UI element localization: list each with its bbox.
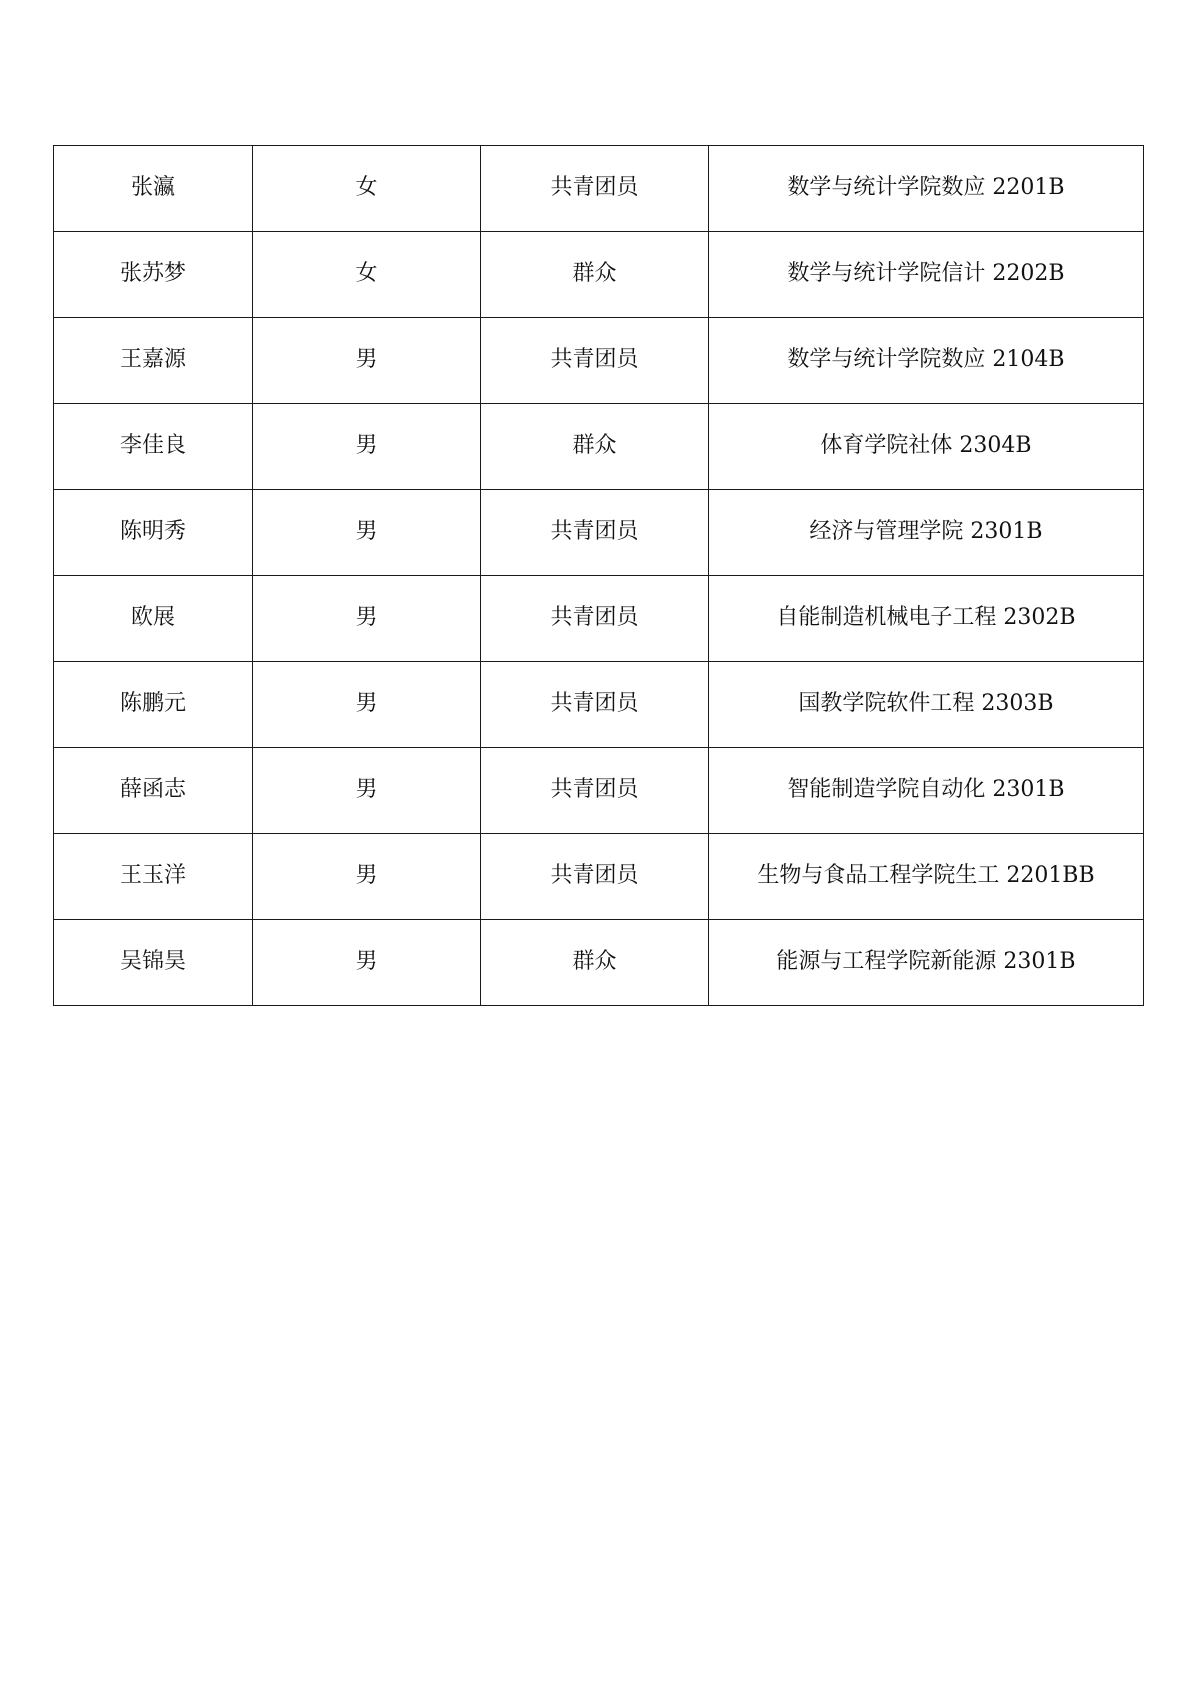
class-cell: 能源与工程学院新能源 2301B — [709, 920, 1144, 1006]
name-cell: 吴锦昊 — [54, 920, 253, 1006]
class-cell: 国教学院软件工程 2303B — [709, 662, 1144, 748]
political-status-cell: 共青团员 — [481, 318, 709, 404]
table-row — [54, 920, 1144, 1006]
table-row — [54, 748, 1144, 834]
gender-cell: 男 — [253, 748, 481, 834]
table-row — [54, 146, 1144, 232]
name-cell: 欧展 — [54, 576, 253, 662]
gender-cell: 女 — [253, 232, 481, 318]
name-cell: 王嘉源 — [54, 318, 253, 404]
class-cell: 经济与管理学院 2301B — [709, 490, 1144, 576]
political-status-cell: 共青团员 — [481, 748, 709, 834]
name-cell: 张苏梦 — [54, 232, 253, 318]
name-cell: 王玉洋 — [54, 834, 253, 920]
political-status-cell: 共青团员 — [481, 146, 709, 232]
gender-cell: 男 — [253, 490, 481, 576]
table-row — [54, 404, 1144, 490]
name-cell: 李佳良 — [54, 404, 253, 490]
political-status-cell: 共青团员 — [481, 490, 709, 576]
name-cell: 薛函志 — [54, 748, 253, 834]
name-cell: 张瀛 — [54, 146, 253, 232]
name-cell: 陈鹏元 — [54, 662, 253, 748]
gender-cell: 男 — [253, 834, 481, 920]
class-cell: 数学与统计学院数应 2201B — [709, 146, 1144, 232]
table-row — [54, 834, 1144, 920]
political-status-cell: 群众 — [481, 920, 709, 1006]
class-cell: 数学与统计学院信计 2202B — [709, 232, 1144, 318]
political-status-cell: 群众 — [481, 232, 709, 318]
name-cell: 陈明秀 — [54, 490, 253, 576]
political-status-cell: 共青团员 — [481, 662, 709, 748]
student-roster-table — [53, 145, 1144, 1006]
table-row — [54, 232, 1144, 318]
gender-cell: 男 — [253, 404, 481, 490]
political-status-cell: 共青团员 — [481, 834, 709, 920]
class-cell: 体育学院社体 2304B — [709, 404, 1144, 490]
gender-cell: 男 — [253, 920, 481, 1006]
political-status-cell: 共青团员 — [481, 576, 709, 662]
table-row — [54, 318, 1144, 404]
political-status-cell: 群众 — [481, 404, 709, 490]
class-cell: 生物与食品工程学院生工 2201BB — [709, 834, 1144, 920]
gender-cell: 女 — [253, 146, 481, 232]
table-row — [54, 662, 1144, 748]
gender-cell: 男 — [253, 662, 481, 748]
table-row — [54, 576, 1144, 662]
gender-cell: 男 — [253, 318, 481, 404]
class-cell: 智能制造学院自动化 2301B — [709, 748, 1144, 834]
table-row — [54, 490, 1144, 576]
class-cell: 自能制造机械电子工程 2302B — [709, 576, 1144, 662]
gender-cell: 男 — [253, 576, 481, 662]
class-cell: 数学与统计学院数应 2104B — [709, 318, 1144, 404]
